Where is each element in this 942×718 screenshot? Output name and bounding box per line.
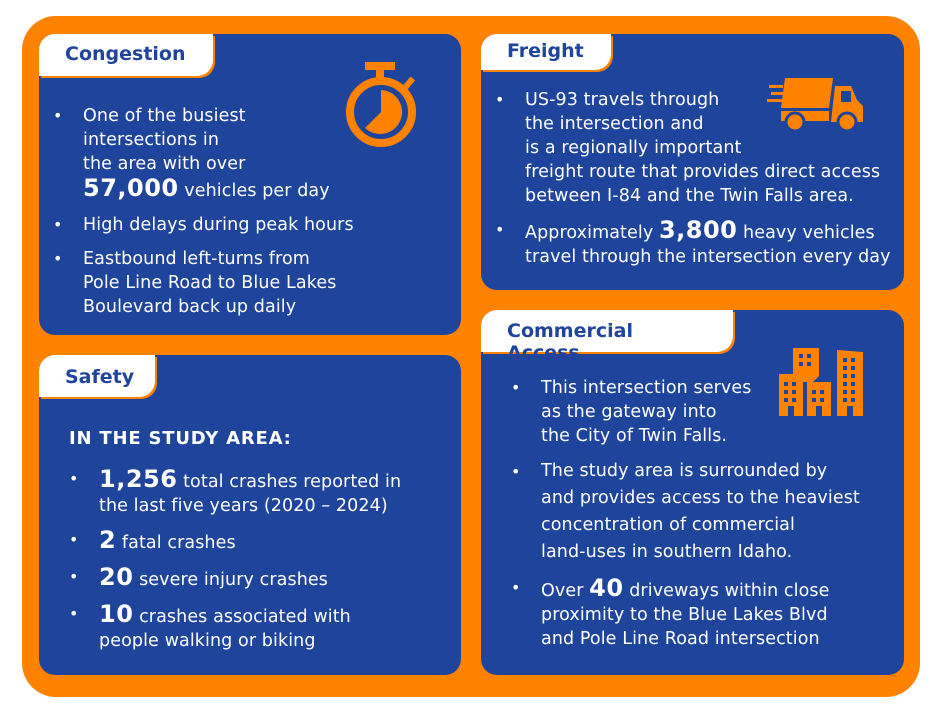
congestion-card: [39, 34, 461, 335]
text-line: fatal crashes: [116, 533, 236, 553]
text-line: driveways within close: [623, 581, 830, 601]
text-line: freight route that provides direct access: [525, 162, 881, 182]
congestion-title: Congestion: [65, 43, 186, 65]
text-line: heavy vehicles: [737, 223, 875, 243]
commercial-access-card: [481, 310, 904, 675]
vehicles-per-day-stat: 57,000: [83, 174, 179, 202]
text-line: • Eastbound left-turns from: [83, 249, 310, 269]
safety-bullet-1: [55, 467, 449, 518]
fatal-crashes-stat: 2: [99, 526, 117, 554]
text-line: the last five years (2020 – 2024): [99, 496, 388, 516]
safety-card: [39, 355, 461, 675]
safety-subheading: IN THE STUDY AREA:: [69, 428, 292, 449]
commercial-bullet-2: [497, 458, 897, 566]
text-line: severe injury crashes: [133, 570, 328, 590]
text-line: and provides access to the heaviest: [541, 488, 860, 508]
text-line: proximity to the Blue Lakes Blvd: [541, 605, 828, 625]
text-line: between I-84 and the Twin Falls area.: [525, 186, 854, 206]
text-line: total crashes reported in: [177, 472, 402, 492]
heavy-vehicles-stat: 3,800: [658, 216, 738, 244]
text-line: • The study area is surrounded by: [541, 461, 828, 481]
freight-card: [481, 34, 904, 290]
text-line: Boulevard back up daily: [83, 297, 297, 317]
commercial-bullet-3: [497, 576, 897, 651]
text-line: the intersection and: [525, 114, 704, 134]
text-line: • US-93 travels through: [525, 90, 720, 110]
congestion-bullet-1: [39, 104, 439, 203]
text-line: • This intersection serves: [541, 378, 752, 398]
text-line: • One of the busiest: [83, 106, 246, 126]
congestion-bullet-2: [39, 213, 439, 237]
freight-title: Freight: [507, 40, 584, 62]
text-line: concentration of commercial: [541, 515, 795, 535]
safety-bullet-3: [55, 565, 449, 592]
safety-bullet-4: [55, 602, 449, 653]
text-line: Over: [541, 581, 590, 601]
freight-bullet-1: [481, 88, 901, 208]
text-line: and Pole Line Road intersection: [541, 629, 820, 649]
total-crashes-stat: 1,256: [99, 465, 178, 493]
text-line: the City of Twin Falls.: [541, 426, 728, 446]
commercial-access-tab: [481, 310, 733, 364]
severe-injury-stat: 20: [99, 563, 134, 591]
text-line: intersections in: [83, 130, 220, 150]
text-line: as the gateway into: [541, 402, 717, 422]
safety-title: Safety: [65, 366, 135, 388]
congestion-bullet-3: [39, 247, 439, 319]
text-line: the area with over: [83, 154, 246, 174]
congestion-tab: [39, 34, 213, 76]
commercial-bullet-1: [497, 376, 897, 448]
safety-tab: [39, 355, 155, 397]
driveways-stat: 40: [589, 574, 624, 602]
safety-bullet-2: [55, 528, 449, 555]
text-line: travel through the intersection every day: [525, 247, 891, 267]
freight-bullet-2: [481, 218, 901, 269]
text-line: Pole Line Road to Blue Lakes: [83, 273, 337, 293]
text-line: crashes associated with: [133, 607, 351, 627]
text-line: vehicles per day: [178, 181, 330, 201]
ped-bike-crashes-stat: 10: [99, 600, 134, 628]
commercial-access-title: Commercial Access: [507, 320, 633, 364]
freight-tab: [481, 34, 611, 70]
text-line: people walking or biking: [99, 631, 316, 651]
text-line: is a regionally important: [525, 138, 742, 158]
text-line: High delays during peak hours: [83, 215, 354, 235]
text-line: Approximately: [525, 223, 659, 243]
text-line: land-uses in southern Idaho.: [541, 542, 793, 562]
